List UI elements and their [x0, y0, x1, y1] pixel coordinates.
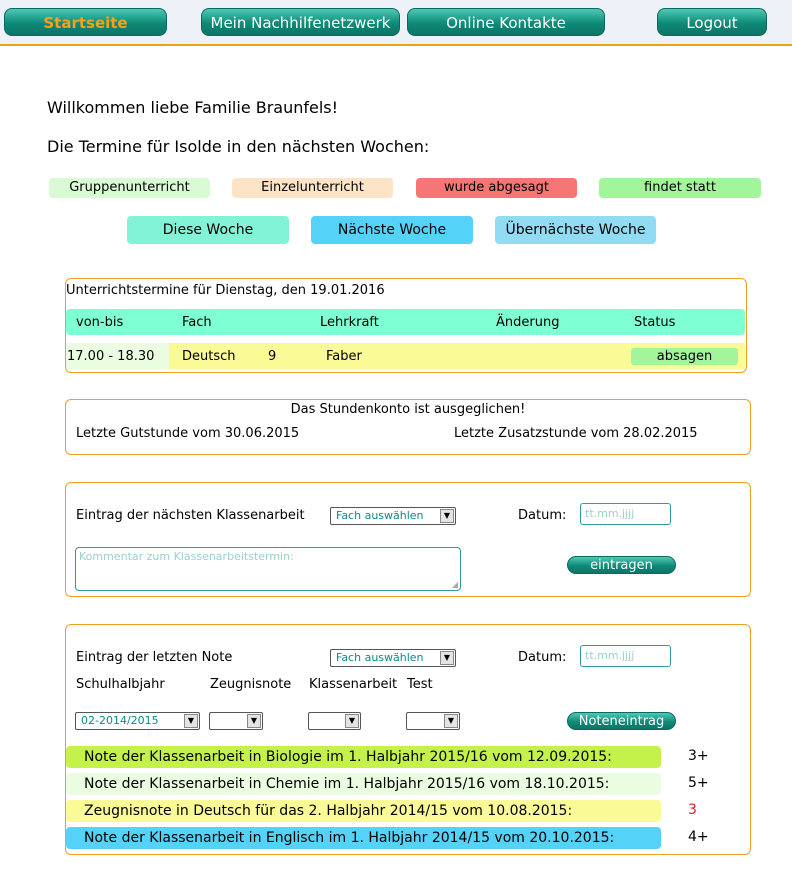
hours-account-panel: [65, 399, 751, 455]
logout-button[interactable]: Logout: [657, 8, 767, 36]
cancel-lesson-button[interactable]: absagen: [631, 348, 738, 365]
chevron-down-icon: ▼: [184, 714, 198, 728]
nav-contacts-button[interactable]: Online Kontakte: [407, 8, 605, 36]
grade-date-input[interactable]: tt.mm.jjjj: [580, 645, 671, 667]
table-row: [66, 343, 745, 369]
schedule-title: Unterrichtstermine für Dienstag, den 19.01.2016: [66, 283, 385, 298]
chevron-down-icon: ▼: [444, 714, 458, 728]
exam-entry-panel: [65, 482, 751, 597]
term-select[interactable]: [75, 712, 200, 730]
row-teacher: Faber: [326, 349, 362, 364]
grade-subject-select[interactable]: [330, 649, 456, 667]
chevron-down-icon: ▼: [440, 509, 454, 523]
grade-value-biology: 3+: [688, 748, 709, 764]
grade-value-chemistry: 5+: [688, 775, 709, 791]
exam-entry-label: Eintrag der nächsten Klassenarbeit: [76, 508, 305, 523]
grade-row-german: Zeugnisnote in Deutsch für das 2. Halbjahr 2014/15 vom 10.08.2015:: [66, 800, 661, 822]
report-grade-select[interactable]: [209, 712, 263, 730]
last-credit-hour: Letzte Gutstunde vom 30.06.2015: [76, 426, 300, 441]
row-time: 17.00 - 18.30: [67, 349, 155, 364]
exam-grade-select[interactable]: [308, 712, 361, 730]
resize-handle-icon[interactable]: ◢: [451, 580, 458, 589]
exam-subject-select-value: Fach auswählen: [336, 509, 424, 522]
grade-entry-panel: [65, 624, 751, 855]
exam-subject-select[interactable]: [330, 507, 456, 525]
grade-row-chemistry: Note der Klassenarbeit in Chemie im 1. Halbjahr 2015/16 vom 18.10.2015:: [66, 773, 661, 795]
legend-single-lesson: Einzelunterricht: [232, 178, 393, 198]
exam-date-input[interactable]: tt.mm.jjjj: [580, 503, 671, 525]
grade-submit-button[interactable]: Noteneintrag: [567, 712, 676, 730]
col-term-label: Schulhalbjahr: [76, 677, 165, 692]
row-grade: 9: [268, 349, 277, 364]
grade-entry-label: Eintrag der letzten Note: [76, 650, 233, 665]
schedule-panel: [65, 278, 747, 373]
header-time: von-bis: [76, 315, 124, 330]
test-grade-select[interactable]: [406, 712, 460, 730]
chevron-down-icon: ▼: [247, 714, 261, 728]
nav-home-button[interactable]: Startseite: [4, 8, 167, 36]
term-select-value: 02-2014/2015: [81, 714, 159, 727]
top-navigation: [0, 0, 792, 46]
exam-comment-placeholder: Kommentar zum Klassenarbeitstermin:: [79, 550, 294, 563]
grade-row-biology: Note der Klassenarbeit in Biologie im 1. Halbjahr 2015/16 vom 12.09.2015:: [66, 746, 661, 768]
header-status: Status: [634, 315, 676, 330]
schedule-subtitle: Die Termine für Isolde in den nächsten Wochen:: [47, 137, 430, 156]
exam-submit-button[interactable]: eintragen: [567, 556, 676, 574]
chevron-down-icon: ▼: [345, 714, 359, 728]
grade-value-english: 4+: [688, 829, 709, 845]
header-subject: Fach: [182, 315, 212, 330]
header-teacher: Lehrkraft: [320, 315, 379, 330]
exam-date-label: Datum:: [518, 508, 567, 523]
col-exam-label: Klassenarbeit: [309, 677, 398, 692]
grade-value-german: 3: [688, 802, 697, 818]
week-after-next-button[interactable]: Übernächste Woche: [495, 216, 656, 244]
legend-takes-place: findet statt: [599, 178, 761, 198]
legend-group-lesson: Gruppenunterricht: [49, 178, 210, 198]
exam-comment-textarea[interactable]: [75, 547, 461, 591]
account-status: Das Stundenkonto ist ausgeglichen!: [290, 402, 526, 417]
last-extra-hour: Letzte Zusatzstunde vom 28.02.2015: [454, 426, 698, 441]
welcome-heading: Willkommen liebe Familie Braunfels!: [47, 98, 339, 117]
grade-row-english: Note der Klassenarbeit in Englisch im 1. Halbjahr 2014/15 vom 20.10.2015:: [66, 827, 661, 849]
col-test-label: Test: [407, 677, 433, 692]
header-change: Änderung: [496, 315, 560, 330]
schedule-table-header: [66, 309, 745, 335]
legend-cancelled: wurde abgesagt: [416, 178, 577, 198]
grade-date-label: Datum:: [518, 650, 567, 665]
grade-subject-select-value: Fach auswählen: [336, 651, 424, 664]
row-subject: Deutsch: [182, 349, 236, 364]
chevron-down-icon: ▼: [440, 651, 454, 665]
next-week-button[interactable]: Nächste Woche: [311, 216, 473, 244]
this-week-button[interactable]: Diese Woche: [127, 216, 289, 244]
col-report-label: Zeugnisnote: [210, 677, 292, 692]
nav-network-button[interactable]: Mein Nachhilfenetzwerk: [201, 8, 400, 36]
